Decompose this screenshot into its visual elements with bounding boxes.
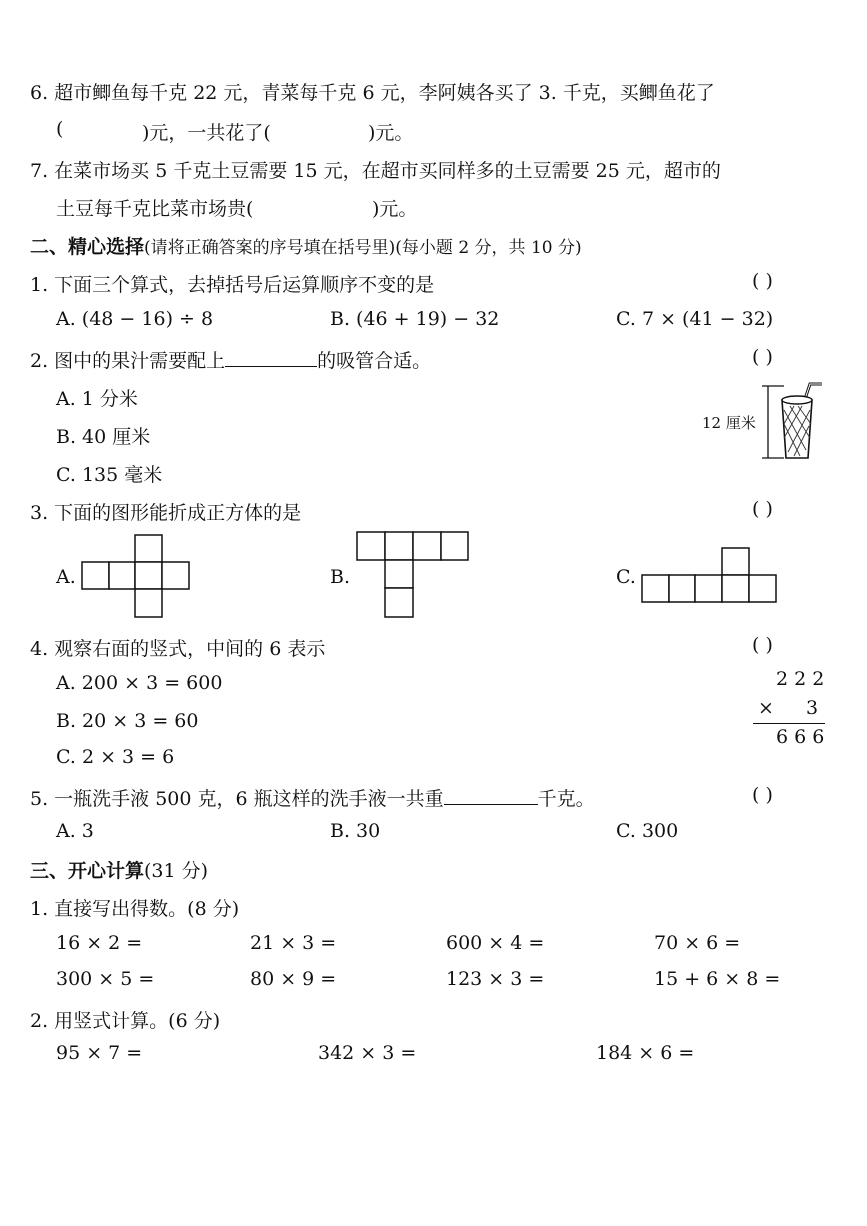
s2q2-answer-blank[interactable] [225, 350, 317, 367]
s2q4-option-a: A. 200 × 3 = 600 [56, 672, 223, 694]
q6-line2-end: )元。 [368, 122, 414, 144]
calc-item: 15 + 6 × 8 = [654, 968, 781, 990]
q7-line1: 7. 在菜市场买 5 千克土豆需要 15 元，在超市买同样多的土豆需要 25 元，超市的 [30, 160, 721, 182]
section3-title: 三、开心计算 [30, 860, 145, 882]
q7-line2-end: )元。 [372, 198, 418, 220]
section3-score: (31 分) [144, 860, 209, 882]
q6-answer-blank-1[interactable] [68, 118, 138, 140]
calc-item: 123 × 3 = [446, 968, 545, 990]
net-c [641, 547, 781, 605]
s2q2-option-a: A. 1 分米 [56, 388, 138, 410]
s3q1-stem: 1. 直接写出得数。(8 分) [30, 898, 240, 920]
vertical-times-sign: × [758, 697, 774, 719]
s2q4-answer-paren[interactable]: ( ) [752, 634, 773, 656]
s2q3-stem: 3. 下面的图形能折成正方体的是 [30, 502, 302, 524]
q6-line2-middle: )元，一共花了( [142, 122, 271, 144]
vertical-result: 6 6 6 [776, 726, 825, 748]
section2-score: (每小题 2 分，共 10 分) [395, 238, 582, 258]
s2q5-answer-paren[interactable]: ( ) [752, 784, 773, 806]
s2q2-stem-b: 的吸管合适。 [317, 350, 432, 372]
vertical-rule [753, 723, 825, 724]
s2q4-stem: 4. 观察右面的竖式，中间的 6 表示 [30, 638, 326, 660]
net-b [356, 531, 470, 619]
vertical-multiplier: 3 [806, 697, 819, 719]
s2q1-option-b: B. (46 + 19) − 32 [330, 308, 500, 330]
s2q4-option-b: B. 20 × 3 = 60 [56, 710, 199, 732]
s2q2-stem-a: 2. 图中的果汁需要配上 [30, 350, 226, 372]
s2q5-option-a: A. 3 [56, 820, 94, 842]
calc-item: 16 × 2 = [56, 932, 143, 954]
net-a [82, 534, 192, 618]
calc-item: 300 × 5 = [56, 968, 155, 990]
juice-cup-illustration [760, 380, 830, 462]
s2q1-option-c: C. 7 × (41 − 32) [616, 308, 774, 330]
s2q2-option-c: C. 135 毫米 [56, 464, 163, 486]
section2-note: (请将正确答案的序号填在括号里) [144, 238, 396, 258]
section2-heading [30, 232, 582, 259]
calc-item: 70 × 6 = [654, 932, 741, 954]
q7-line2: 土豆每千克比菜市场贵( [56, 198, 254, 220]
s2q3-option-b-label: B. [330, 566, 351, 588]
calc-item: 80 × 9 = [250, 968, 337, 990]
q6-answer-blank-2[interactable] [290, 118, 360, 140]
s2q2-option-b: B. 40 厘米 [56, 426, 151, 448]
s2q5-stem-b: 千克。 [537, 788, 595, 810]
s2q1-stem: 1. 下面三个算式，去掉括号后运算顺序不变的是 [30, 274, 435, 296]
s2q5-option-c: C. 300 [616, 820, 679, 842]
section3-heading [30, 856, 208, 883]
s2q2-answer-paren[interactable]: ( ) [752, 346, 773, 368]
calc-item: 21 × 3 = [250, 932, 337, 954]
vertical-calc-item: 95 × 7 = [56, 1042, 143, 1064]
vertical-calc-item: 184 × 6 = [596, 1042, 695, 1064]
s3q2-stem: 2. 用竖式计算。(6 分) [30, 1010, 221, 1032]
s2q5-stem [30, 784, 595, 811]
s2q1-option-a: A. (48 − 16) ÷ 8 [56, 308, 214, 330]
s2q4-option-c: C. 2 × 3 = 6 [56, 746, 175, 768]
s2q5-answer-blank[interactable] [444, 788, 538, 805]
q7-answer-blank[interactable] [300, 194, 368, 216]
cup-height-label: 12 厘米 [702, 414, 756, 432]
s2q3-option-a-label: A. [56, 566, 76, 588]
s2q5-stem-a: 5. 一瓶洗手液 500 克，6 瓶这样的洗手液一共重 [30, 788, 444, 810]
q6-paren-open: ( [56, 118, 64, 140]
s2q3-answer-paren[interactable]: ( ) [752, 498, 773, 520]
s2q5-option-b: B. 30 [330, 820, 381, 842]
section2-title: 二、精心选择 [30, 236, 145, 258]
calc-item: 600 × 4 = [446, 932, 545, 954]
vertical-calc-item: 342 × 3 = [318, 1042, 417, 1064]
q6-line1: 6. 超市鲫鱼每千克 22 元，青菜每千克 6 元，李阿姨各买了 3. 千克，买鲫鱼花了 [30, 82, 715, 104]
vertical-top-number: 2 2 2 [776, 668, 825, 690]
s2q3-option-c-label: C. [616, 566, 636, 588]
s2q2-stem [30, 346, 431, 373]
s2q1-answer-paren[interactable]: ( ) [752, 270, 773, 292]
